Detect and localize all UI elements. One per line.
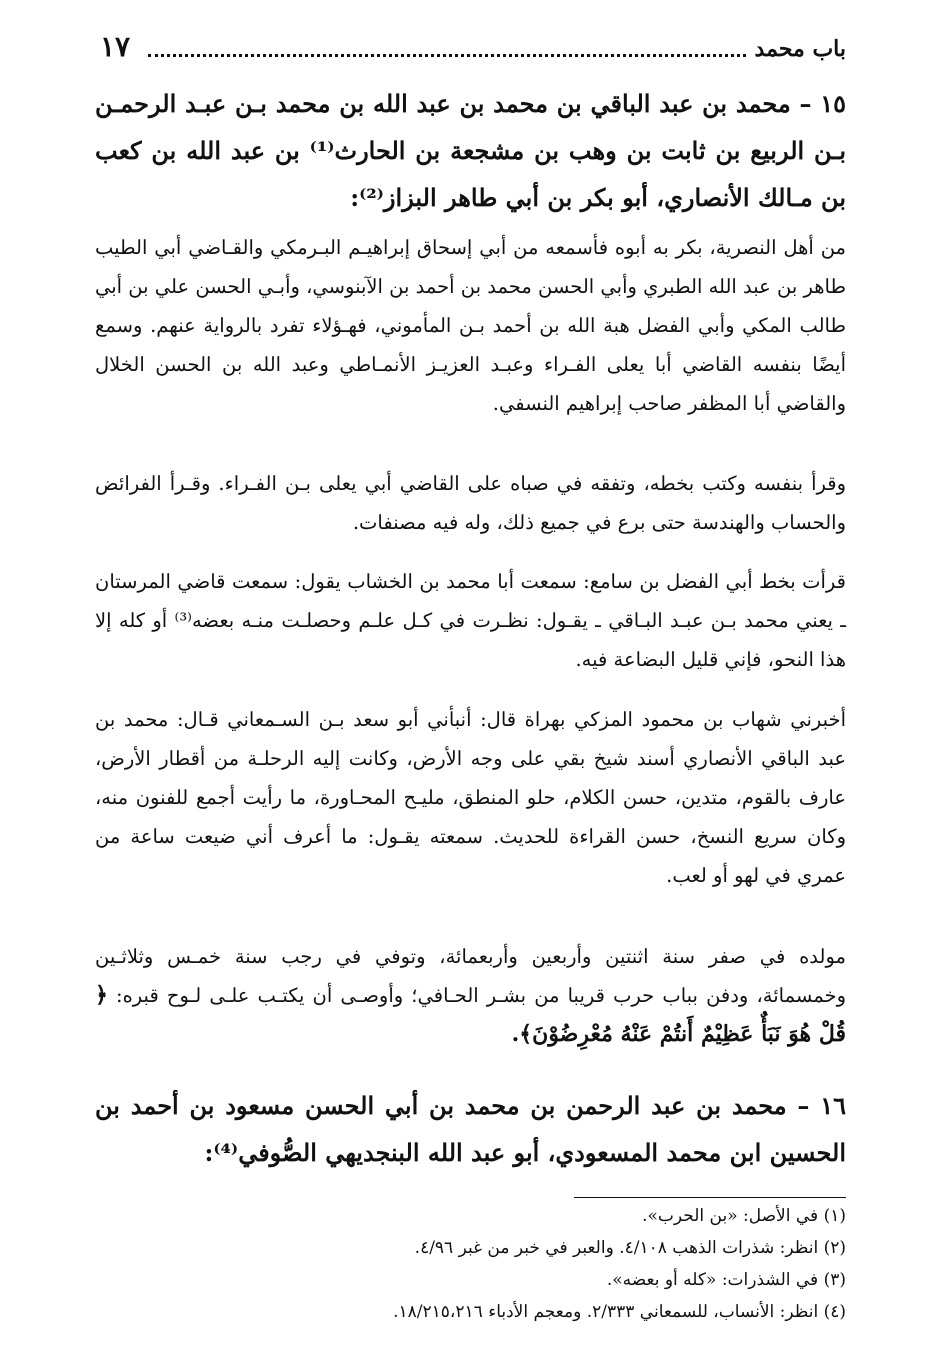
- running-header: [100, 28, 846, 64]
- page-number: ١٧: [100, 30, 131, 63]
- paragraph-1: من أهل النصرية، بكر به أبوه فأسمعه من أبي إسحاق إبراهيـم البـرمكي والقـاضي أبي الطيب طاهر بن عبد الله الطبري وأبي الحسن محمد بن أحمد بن الآبنوسي، وأبـي الحسن علي بن أبي طالب المكي وأبي الفضل هبة الله بن أحمد بـن المأموني، فهـؤلاء تفرد بالرواية عنهم. وسمع أيضًا بنفسه القاضي أبا يعلى الفـراء وعبـد العزيـز الأنمـاطي وعبد الله بن الحسن الخلال والقاضي أبا المظفر صاحب إبراهيم النسفي.: [95, 236, 846, 415]
- paragraph-3: قرأت بخط أبي الفضل بن سامع: سمعت أبا محمد بن الخشاب يقول: سمعت قاضي المرستان ـ يعني محمد بـن عبـد البـاقي ـ يقـول: نظـرت في كـل علـم وحصلـت منـه بعضه⁽³⁾ أو كله إلا هذا النحو، فإني قليل البضاعة فيه.: [95, 570, 847, 671]
- footnotes: [95, 1200, 846, 1328]
- footnote-1: (١) في الأصل: «بن الحرب».: [642, 1206, 846, 1226]
- footnote-2: (٢) انظر: شذرات الذهب ٤/١٠٨. والعبر في خبر من غبر ٤/٩٦.: [414, 1238, 846, 1258]
- entry-heading-16: ١٦ – محمد بن عبد الرحمن بن محمد بن أبي الحسن مسعود بن أحمد بن الحسين ابن محمد المسعودي، أبو عبد الله البنجديهي الصُّوفي⁽⁴⁾:: [95, 1091, 846, 1167]
- chapter-title: باب محمد: [754, 36, 846, 62]
- paragraph-2: وقرأ بنفسه وكتب بخطه، وتفقه في صباه على القاضي أبي يعلى بـن الفـراء. وقـرأ الفرائض والحساب والهندسة حتى برع في جميع ذلك، وله فيه مصنفات.: [95, 472, 846, 534]
- paragraph-5-text: مولده في صفر سنة اثنتين وأربعين وأربعمائة، وتوفي في رجب سنة خمـس وثلاثـين وخمسمائة، ودفن بباب حرب قريبا من بشـر الحـافي؛ وأوصـى أن يكتـب علـى لـوح قبره:: [95, 945, 846, 1007]
- entry-heading-15: ١٥ – محمد بن عبد الباقي بن محمد بن عبد الله بن محمد بـن عبـد الرحمـن بـن الربيع بن ثابت بن وهب بن مشجعة بن الحارث⁽¹⁾ بن عبد الله بن كعب بن مـالك الأنصاري، أبو بكر بن أبي طاهر البزاز⁽²⁾:: [95, 89, 847, 212]
- paragraph-5: [95, 937, 846, 1054]
- footnote-4: (٤) انظر: الأنساب، للسمعاني ٢/٣٣٣. ومعجم الأدباء ١٨/٢١٥،٢١٦.: [393, 1302, 846, 1322]
- paragraph-4: أخبرني شهاب بن محمود المزكي بهراة قال: أنبأني أبو سعد بـن السـمعاني قـال: محمد بن عبد الباقي الأنصاري أسند شيخ بقي على وجه الأرض، وكانت إليه الرحلـة من أقطار الأرض، عارف بالقوم، متدين، حسن الكلام، حلو المنطق، مليـح المحـاورة، ما رأيت أجمع للفنون منه، وكان سريع النسخ، حسن القراءة للحديث. سمعته يقـول: ما أعرف أني ضيعت ساعة من عمري في لهو أو لعب.: [95, 708, 846, 887]
- footnote-separator: [574, 1197, 846, 1198]
- leader-dots: [148, 54, 746, 57]
- footnote-3: (٣) في الشذرات: «كله أو بعضه».: [606, 1270, 846, 1290]
- quran-quote: ﴿ قُلْ هُوَ نَبَأٌ عَظِيْمٌ أَنتُمْ عَنْهُ مُعْرِضُوْنَ﴾.: [95, 982, 846, 1047]
